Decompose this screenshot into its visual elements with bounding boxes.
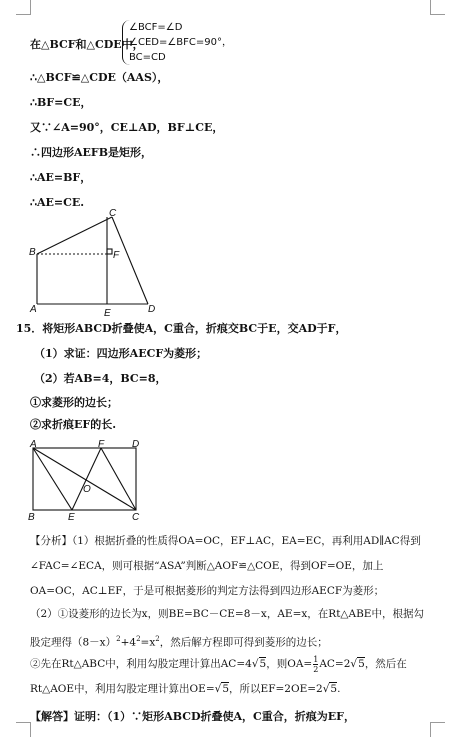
crop-mark-bottom-right [430,722,445,737]
fig1-label-B: B [29,247,36,258]
analysis-paragraph-1: 【分析】（1）根据折叠的性质得OA=OC，EF⊥AC，EA=EC，再利用AD∥AC得到∠FAC=∠ECA，则可根据“ASA”判断△AOF≌△COE，得到OF=OE，加上OA=OC，AC⊥EF，于是可根据菱形的判定方法得到四边形AECF为菱形； [30,535,421,597]
fraction-one-half [313,655,318,674]
fig1-label-C: C [109,208,117,219]
proof-line-2: ∴BF=CE， [30,96,92,109]
fig1-label-D: D [148,304,156,315]
answer-line: 【解答】证明：（1）∵矩形ABCD折叠使A，C重合，折痕为EF， [30,710,355,723]
analysis-p2-sup-2: 2 [136,635,141,643]
analysis-paragraph-3 [30,652,432,702]
sqrt-symbol: √ [350,658,358,670]
proof-line-5: ∴AE=BF， [30,171,92,184]
system-eq-2: ∠CED=∠BFC=90°， [129,37,233,48]
analysis-p2-text-c: =x [140,636,156,649]
sqrt-radicand: 5 [358,658,365,670]
analysis-p3-text-e: ，所以EF=2OE=2 [229,683,323,695]
question-15-sub-1: ①求菱形的边长； [30,396,118,409]
fig2-label-B: B [28,512,35,523]
system-eq-1: ∠BCF=∠D [129,22,183,33]
fig1-label-A: A [30,304,37,315]
system-brace [122,20,232,65]
crop-mark-top-left [16,0,31,15]
sqrt-symbol: √ [214,683,222,695]
proof-line-6: ∴AE=CE. [30,196,85,209]
fig1-label-F: F [113,250,120,261]
sqrt-radicand: 5 [222,683,230,695]
question-15-stem: 15．将矩形ABCD折叠使A，C重合，折痕交BC于E，交AD于F， [16,322,347,335]
fig2-label-C: C [132,512,140,523]
system-eq-3: BC=CD [129,52,166,63]
analysis-p3-text-c: AC=2 [319,658,351,670]
fig2-label-A: A [30,439,37,450]
sqrt-radicand: 5 [259,658,267,670]
sqrt-radicand: 5 [330,683,338,695]
question-15-sub-2: ②求折痕EF的长. [30,418,117,431]
fig2-label-E: E [68,512,75,523]
fraction-denominator: 2 [313,664,319,674]
analysis-p2-sup-3: 2 [155,635,160,643]
analysis-p3-text-a: ②先在Rt△ABC中，利用勾股定理计算出AC=4 [30,658,252,670]
geometry-figure-1 [20,205,180,320]
analysis-paragraph-2 [30,602,432,656]
sqrt-symbol: √ [322,683,330,695]
fraction-numerator: 1 [313,654,319,664]
proof-line-1: ∴△BCF≌△CDE（AAS）， [30,71,169,84]
proof-line-3: 又∵∠A=90°，CE⊥AD，BF⊥CE， [30,121,224,134]
fig2-label-O: O [83,484,91,495]
sqrt-symbol: √ [251,658,259,670]
proof-line-4: ∴四边形AEFB是矩形， [30,146,153,159]
analysis-p2-sup-1: 2 [116,635,121,643]
fig2-label-D: D [132,439,140,450]
analysis-p3-text-f: . [337,683,341,695]
crop-mark-bottom-left [16,722,31,737]
analysis-p3-text-b: ，则OA= [266,658,313,670]
analysis-p2-text-a: （2）①设菱形的边长为x，则BE=BC－CE=8－x，AE=x，在Rt△ABE中，根据勾股定理得（8－x） [30,608,424,649]
question-15-part-2: （2）若AB=4，BC=8， [34,372,167,385]
analysis-p2-text-d: ，然后解方程即可得到菱形的边长； [159,636,328,649]
fig1-label-E: E [104,308,111,319]
analysis-p2-text-b: +4 [120,636,137,649]
system-intro: 在△BCF和△CDE中， [30,38,144,51]
analysis-p3-text-d: ，然后在Rt△AOE中，利用勾股定理计算出OE= [30,658,407,695]
crop-mark-top-right [430,0,445,15]
fig2-label-F: F [98,439,105,450]
question-15-part-1: （1）求证：四边形AECF为菱形； [34,347,208,360]
